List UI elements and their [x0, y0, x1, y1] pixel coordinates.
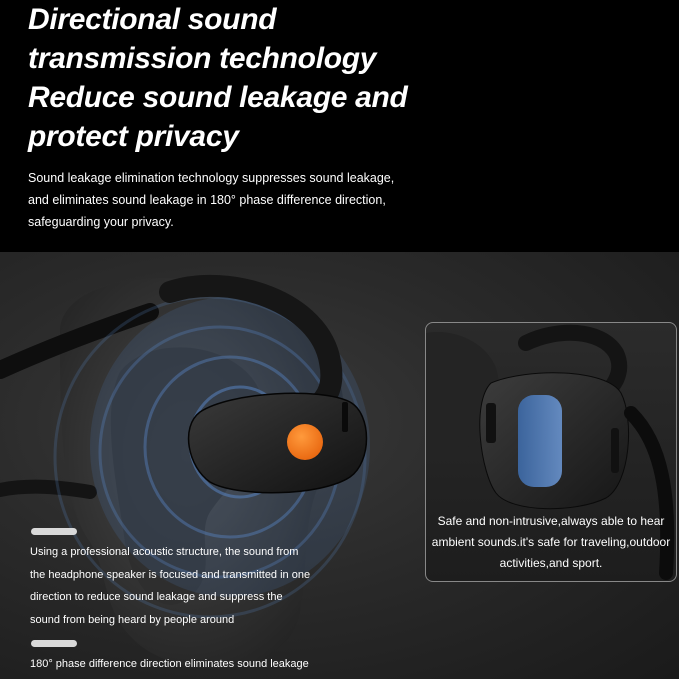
product-scene	[0, 252, 679, 679]
feature-1-line: Using a professional acoustic structure, the sound from	[30, 546, 299, 558]
feature-1-divider	[31, 528, 77, 535]
description-line: and eliminates sound leakage in 180° phase difference direction,	[28, 193, 386, 207]
side-view-inset	[425, 322, 677, 582]
feature-1-line: direction to reduce sound leakage and suppress the	[30, 591, 283, 603]
inset-grille-right	[611, 428, 619, 473]
headline-line: Directional sound	[28, 3, 277, 36]
feature-2-text	[30, 653, 309, 676]
blue-speaker	[518, 395, 562, 487]
headline-line: Reduce sound leakage and	[28, 81, 408, 114]
headphone-side-grille	[342, 402, 348, 432]
description-line: safeguarding your privacy.	[28, 215, 174, 229]
orange-button	[287, 424, 323, 460]
feature-2-line: 180° phase difference direction eliminates sound leakage	[30, 658, 309, 670]
headphone-body	[189, 393, 367, 492]
inset-grille-left	[486, 403, 496, 443]
feature-1-line: the headphone speaker is focused and transmitted in one	[30, 568, 311, 581]
description-line: Sound leakage elimination technology suppresses sound leakage,	[28, 171, 395, 185]
inset-caption	[426, 511, 676, 574]
feature-1-text	[30, 541, 310, 631]
inset-caption-line: Safe and non-intrusive,always able to hear	[437, 514, 665, 528]
inset-caption-line: activities,and sport.	[499, 556, 603, 570]
headline	[28, 0, 488, 156]
description	[28, 167, 408, 233]
inset-caption-line: ambient sounds.it's safe for traveling,outdoor	[431, 535, 671, 549]
headline-line: protect privacy	[28, 120, 239, 153]
header-section	[0, 0, 679, 252]
headline-line: transmission technology	[28, 42, 377, 75]
cable-lower	[0, 487, 90, 492]
feature-1-line: sound from being heard by people around	[30, 613, 235, 626]
feature-2-divider	[31, 640, 77, 647]
